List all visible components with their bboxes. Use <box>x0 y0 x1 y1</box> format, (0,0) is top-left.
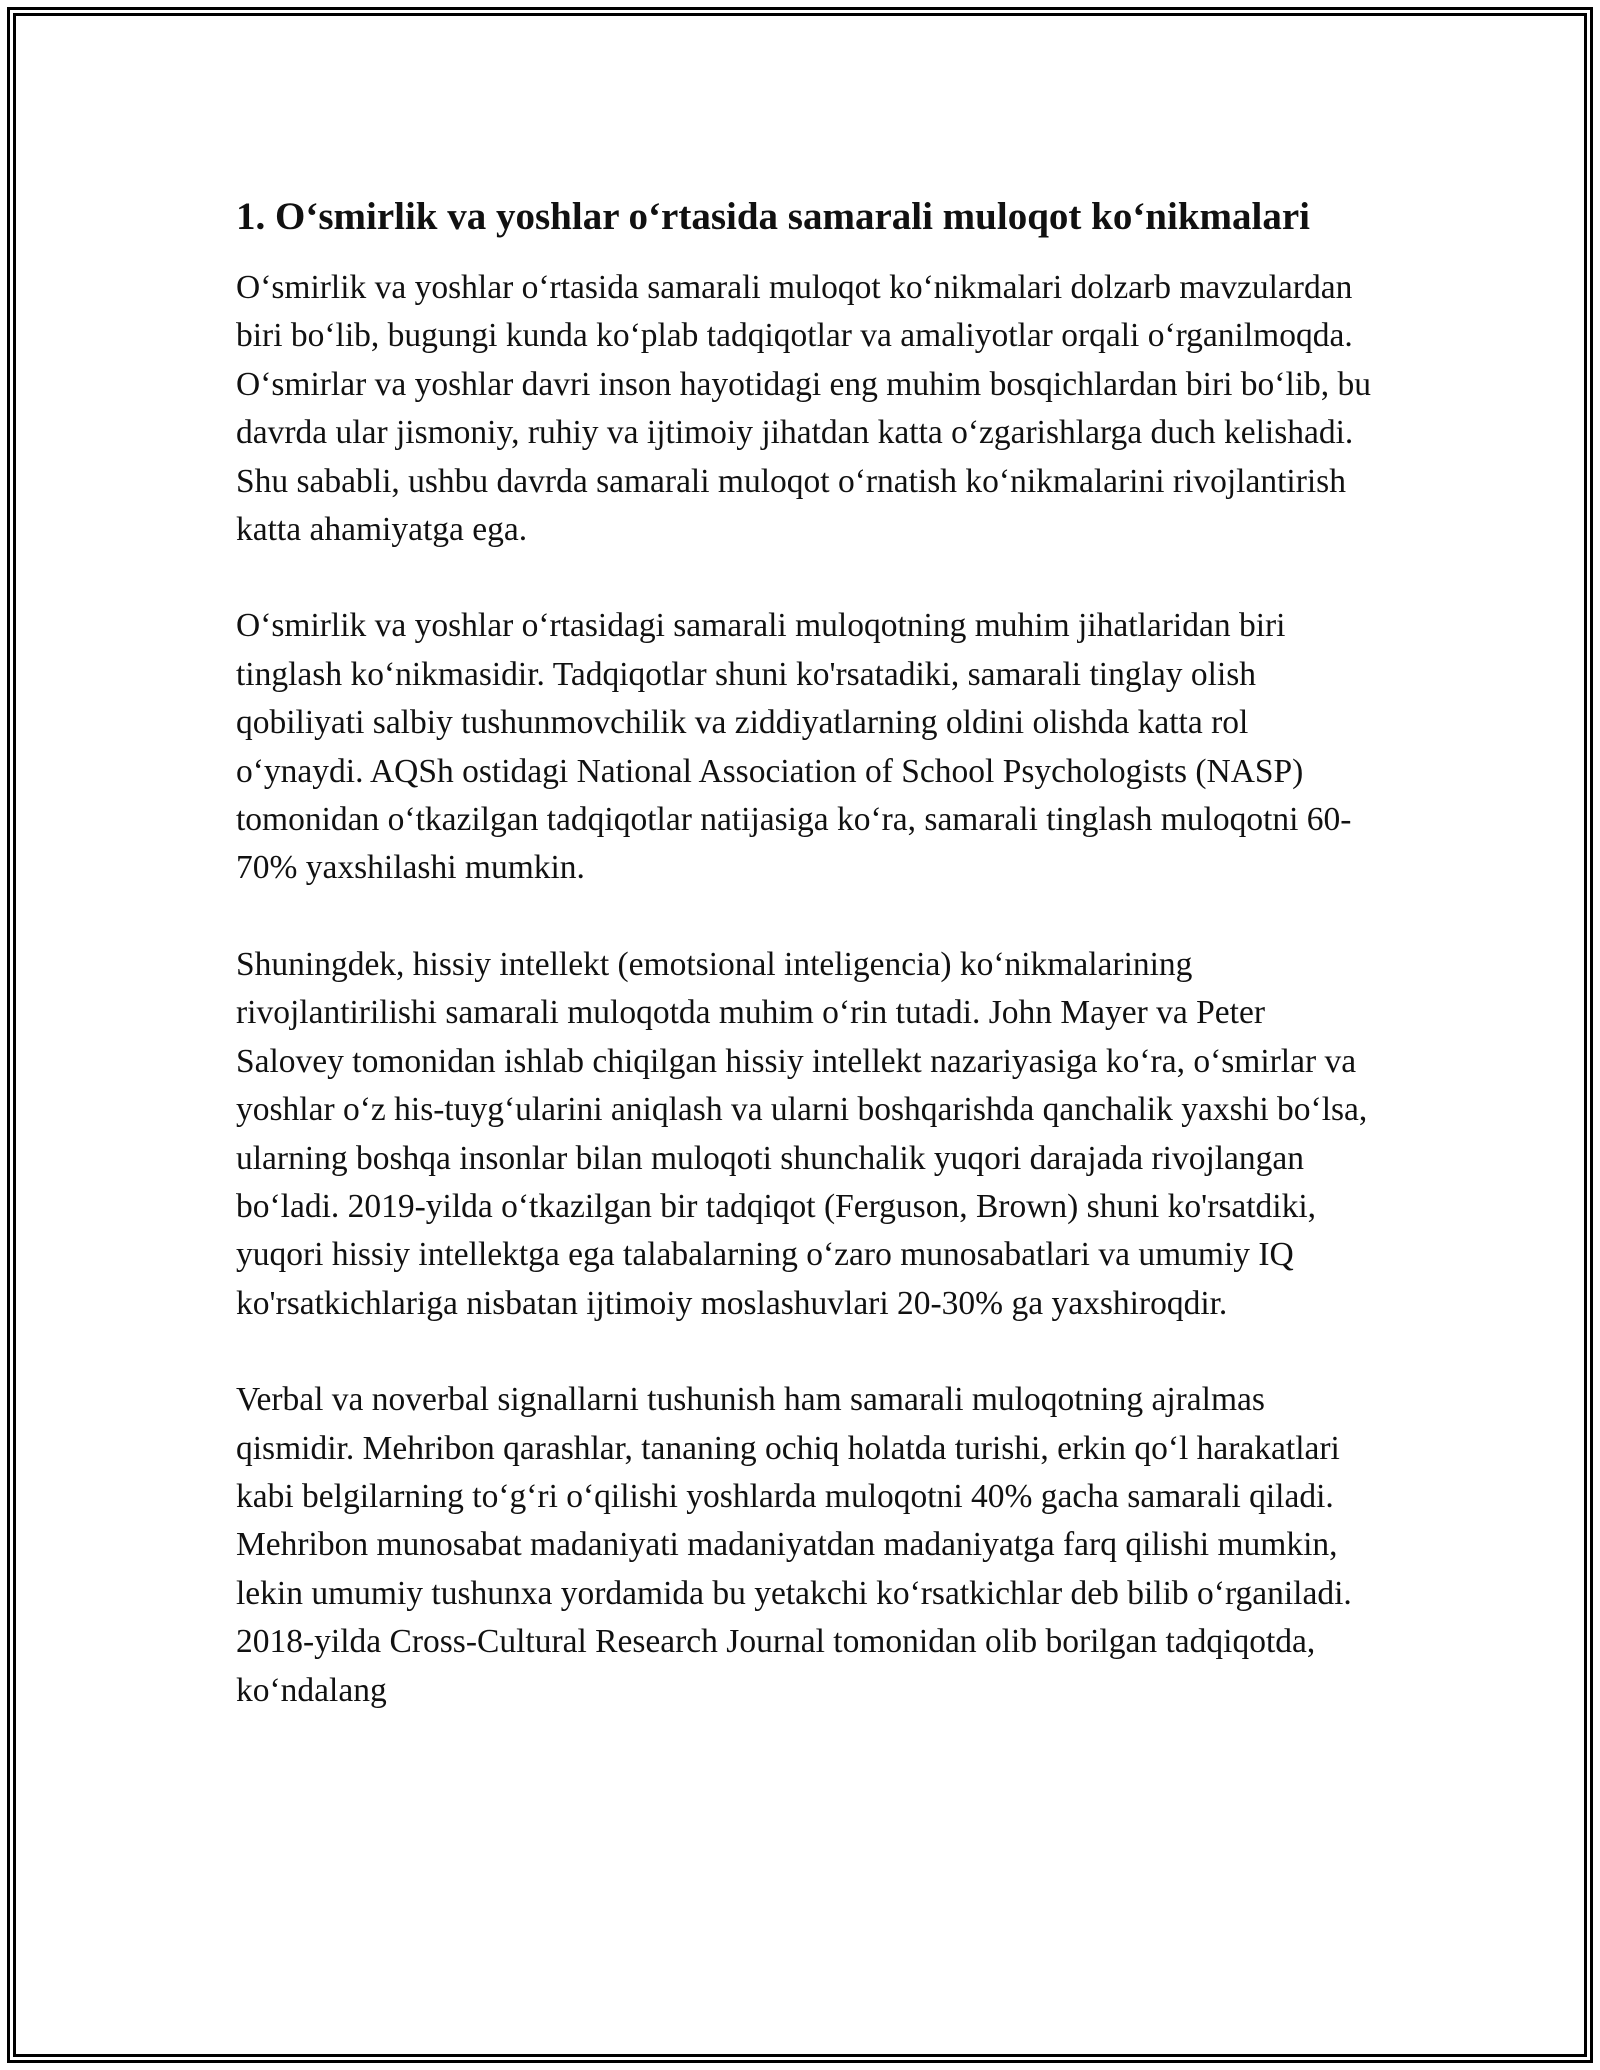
paragraph-2: O‘smirlik va yoshlar o‘rtasidagi samarali muloqotning muhim jihatlaridan biri tinglash ko‘nikmasidir. Tadqiqotlar shuni ko'rsatadiki, samarali tinglay olish qobiliyati salbiy tushunmovchilik va ziddiyatlarning oldini olishda katta rol o‘ynaydi. AQSh ostidagi National Association of School Psychologists (NASP) tomonidan o‘tkazilgan tadqiqotlar natijasiga ko‘ra, samarali tinglash muloqotni 60-70% yaxshilashi mumkin. <box>236 607 1352 887</box>
paragraph-4: Verbal va noverbal signallarni tushunish ham samarali muloqotning ajralmas qismidir. Mehribon qarashlar, tananing ochiq holatda turishi, erkin qo‘l harakatlari kabi belgilarning to‘g‘ri o‘qilishi yoshlarda muloqotni 40% gacha samarali qiladi. Mehribon munosabat madaniyati madaniyatdan madaniyatga farq qilishi mumkin, lekin umumiy tushunxa yordamida bu yetakchi ko‘rsatkichlar deb bilib o‘rganiladi. 2018-yilda Cross-Cultural Research Journal tomonidan olib borilgan tadqiqotda, ko‘ndalang <box>236 1381 1352 1709</box>
paragraph-1: O‘smirlik va yoshlar o‘rtasida samarali muloqot ko‘nikmalari dolzarb mavzulardan biri bo‘lib, bugungi kunda ko‘plab tadqiqotlar va amaliyotlar orqali o‘rganilmoqda. O‘smirlar va yoshlar davri inson hayotidagi eng muhim bosqichlardan biri bo‘lib, bu davrda ular jismoniy, ruhiy va ijtimoiy jihatdan katta o‘zgarishlarga duch kelishadi. Shu sababli, ushbu davrda samarali muloqot o‘rnatish ko‘nikmalarini rivojlantirish katta ahamiyatga ega. <box>236 269 1372 549</box>
document-title: 1. O‘smirlik va yoshlar o‘rtasida samarali muloqot ko‘nikmalari <box>236 195 1310 238</box>
document-body <box>236 190 1376 1763</box>
paragraph-3: Shuningdek, hissiy intellekt (emotsional inteligencia) ko‘nikmalarining rivojlantirilishi samarali muloqotda muhim o‘rin tutadi. John Mayer va Peter Salovey tomonidan ishlab chiqilgan hissiy intellekt nazariyasiga ko‘ra, o‘smirlar va yoshlar o‘z his-tuyg‘ularini aniqlash va ularni boshqarishda qanchalik yaxshi bo‘lsa, ularning boshqa insonlar bilan muloqoti shunchalik yuqori darajada rivojlangan bo‘ladi. 2019-yilda o‘tkazilgan bir tadqiqot (Ferguson, Brown) shuni ko'rsatdiki, yuqori hissiy intellektga ega talabalarning o‘zaro munosabatlari va umumiy IQ ko'rsatkichlariga nisbatan ijtimoiy moslashuvlari 20-30% ga yaxshiroqdir. <box>236 945 1368 1322</box>
